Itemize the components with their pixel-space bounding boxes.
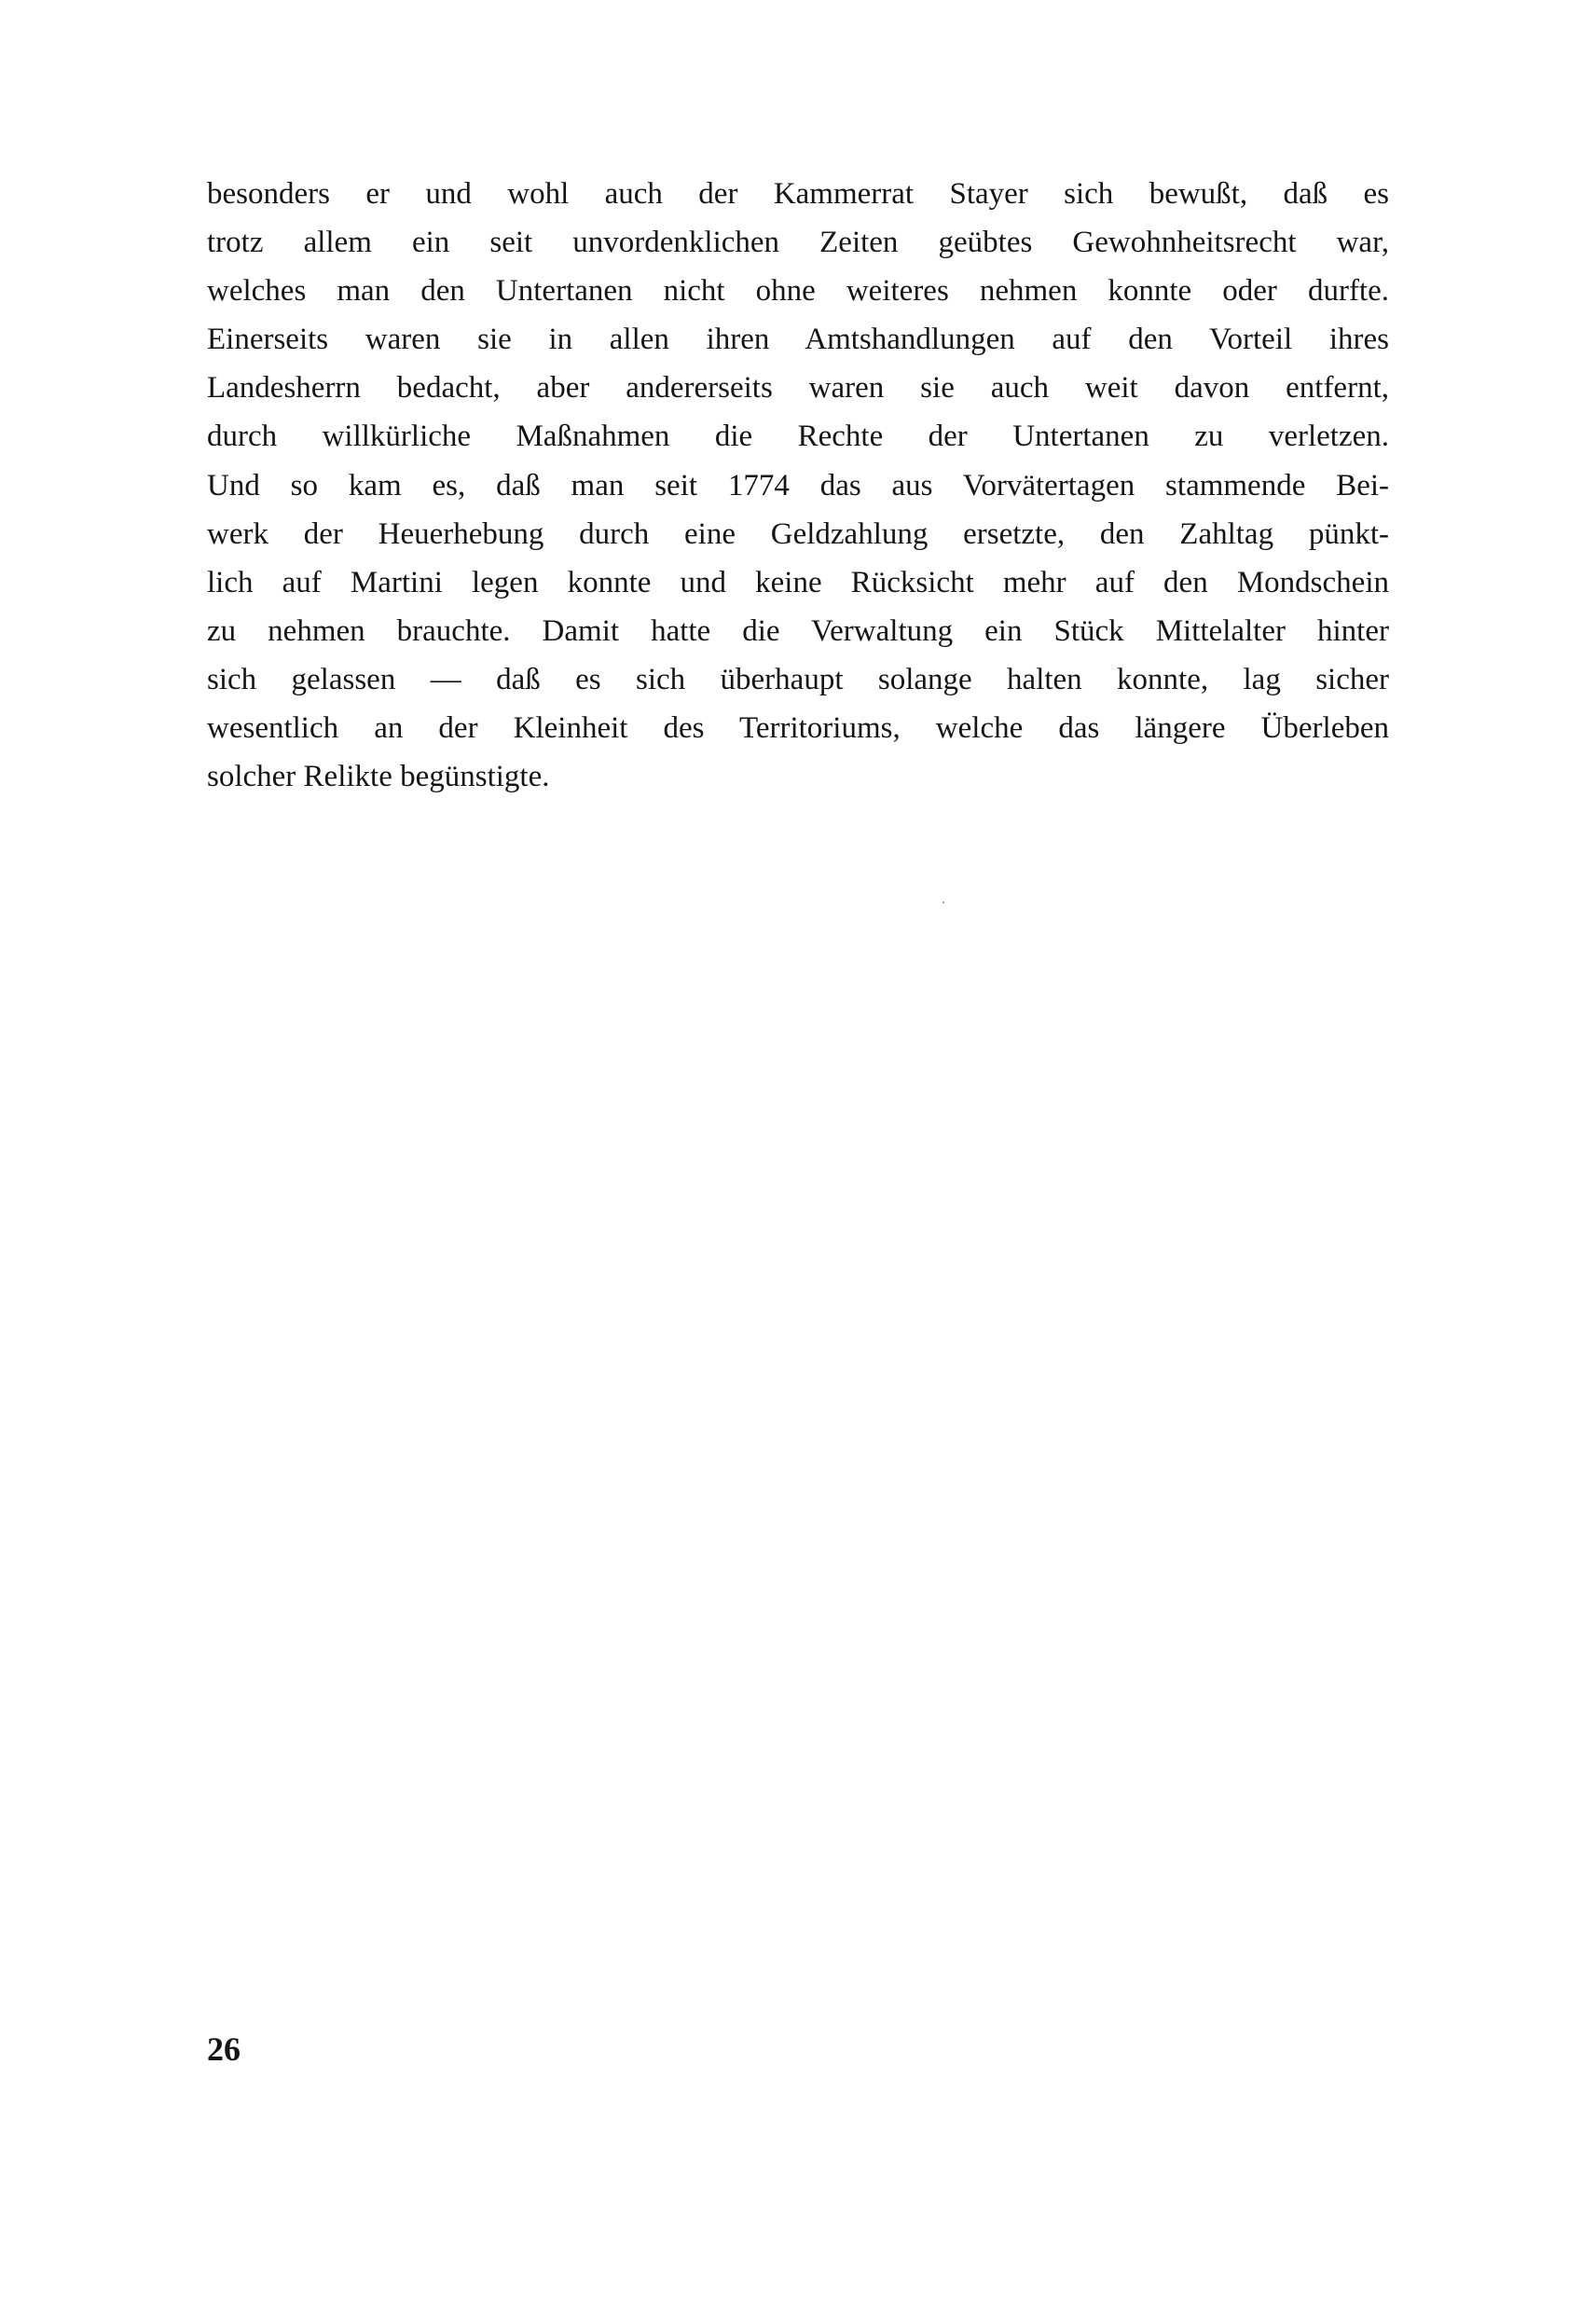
- paragraph-line: welches man den Untertanen nicht ohne weiteres nehmen konnte oder durfte.: [207, 274, 1389, 308]
- paragraph-line: sich gelassen — daß es sich überhaupt solange halten konnte, lag sicher: [207, 663, 1389, 696]
- paragraph-1: [207, 170, 1389, 461]
- paragraph-line: Und so kam es, daß man seit 1774 das aus Vorvätertagen stammende Bei-: [207, 469, 1389, 502]
- scan-speck: [942, 901, 944, 903]
- paragraph-line: Landesherrn bedacht, aber andererseits waren sie auch weit davon entfernt,: [207, 371, 1389, 405]
- paragraph-line: werk der Heuerhebung durch eine Geldzahlung ersetzte, den Zahltag pünkt-: [207, 517, 1389, 551]
- page-number: 26: [207, 2030, 241, 2068]
- paragraph-line: trotz allem ein seit unvordenklichen Zeiten geübtes Gewohnheitsrecht war,: [207, 226, 1389, 259]
- paragraph-line: Einerseits waren sie in allen ihren Amtshandlungen auf den Vorteil ihres: [207, 323, 1389, 356]
- paragraph-line: zu nehmen brauchte. Damit hatte die Verwaltung ein Stück Mittelalter hinter: [207, 614, 1389, 648]
- paragraph-line: lich auf Martini legen konnte und keine Rücksicht mehr auf den Mondschein: [207, 566, 1389, 599]
- paragraph-line: durch willkürliche Maßnahmen die Rechte der Untertanen zu verletzen.: [207, 420, 1389, 453]
- paragraph-line: solcher Relikte begünstigte.: [207, 760, 550, 793]
- paragraph-line: besonders er und wohl auch der Kammerrat Stayer sich bewußt, daß es: [207, 177, 1389, 211]
- paragraph-2: [207, 461, 1389, 801]
- paragraph-line: wesentlich an der Kleinheit des Territoriums, welche das längere Überleben: [207, 711, 1389, 745]
